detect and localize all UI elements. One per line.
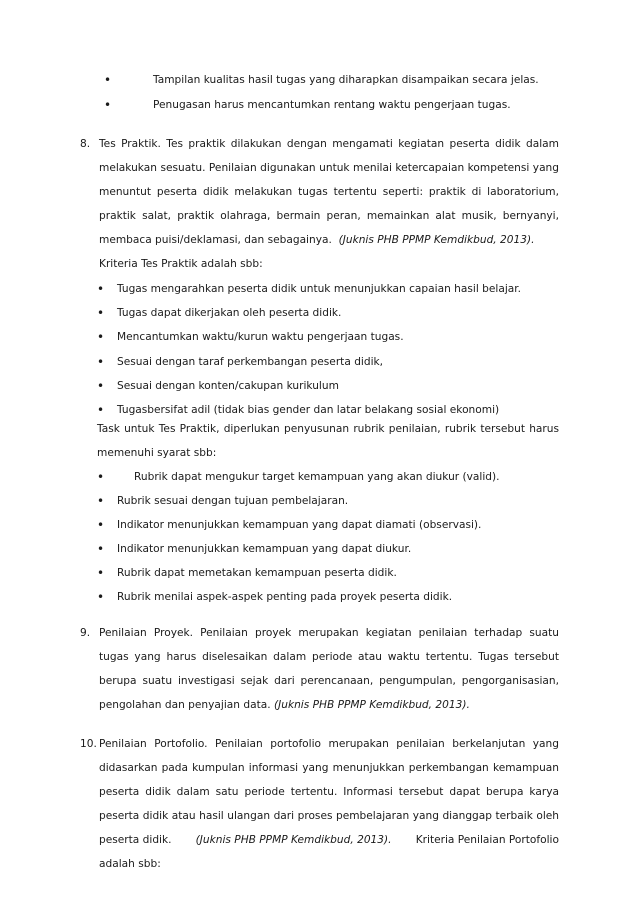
bullet-icon: • (97, 282, 105, 296)
list-item: Rubrik dapat memetakan kemampuan peserta didik. (117, 567, 397, 579)
citation: (Juknis PHB PPMP Kemdikbud, 2013). (195, 834, 392, 846)
citation: (Juknis PHB PPMP Kemdikbud, 2013). (338, 234, 535, 246)
bullet-icon: • (97, 355, 105, 369)
list-item: Rubrik sesuai dengan tujuan pembelajaran. (117, 495, 349, 507)
bullet-icon: • (97, 518, 105, 532)
paragraph-line: Penilaian Portofolio. Penilaian portofolio merupakan penilaian berkelanjutan yang (99, 738, 559, 750)
bullet-icon: • (97, 494, 105, 508)
paragraph-line: adalah sbb: (99, 858, 161, 870)
paragraph-line: membaca puisi/deklamasi, dan sebagainya. (Juknis PHB PPMP Kemdikbud, 2013). (99, 234, 535, 246)
paragraph-line: memenuhi syarat sbb: (97, 447, 217, 459)
list-item: Tugas mengarahkan peserta didik untuk menunjukkan capaian hasil belajar. (117, 283, 521, 295)
bullet-icon: • (97, 403, 105, 417)
citation: (Juknis PHB PPMP Kemdikbud, 2013). (273, 699, 470, 711)
section-number: 8. (80, 138, 91, 150)
paragraph-line: Tes Praktik. Tes praktik dilakukan dengan mengamati kegiatan peserta didik dalam (99, 138, 559, 150)
bullet-icon: • (97, 590, 105, 604)
bullet-icon: • (97, 306, 105, 320)
section-number: 10. (80, 738, 97, 750)
bullet-text: Tampilan kualitas hasil tugas yang diharapkan disampaikan secara jelas. (153, 74, 539, 86)
paragraph-line: melakukan sesuatu. Penilaian digunakan untuk menilai ketercapaian kompetensi yang (99, 162, 559, 174)
paragraph-line: Kriteria Tes Praktik adalah sbb: (99, 258, 263, 270)
list-item: Mencantumkan waktu/kurun waktu pengerjaan tugas. (117, 331, 404, 343)
paragraph-line: pengolahan dan penyajian data. (Juknis PHB PPMP Kemdikbud, 2013). (99, 699, 470, 711)
paragraph-line: tugas yang harus diselesaikan dalam periode atau waktu tertentu. Tugas tersebut (99, 651, 559, 663)
bullet-text: Penugasan harus mencantumkan rentang waktu pengerjaan tugas. (153, 99, 511, 111)
bullet-icon: • (104, 73, 112, 87)
section-number: 9. (80, 627, 91, 639)
paragraph-line: Task untuk Tes Praktik, diperlukan penyusunan rubrik penilaian, rubrik tersebut harus (97, 423, 559, 435)
bullet-icon: • (97, 379, 105, 393)
paragraph-line: menuntut peserta didik melakukan tugas tertentu seperti: praktik di laboratorium, (99, 186, 559, 198)
list-item: Indikator menunjukkan kemampuan yang dapat diamati (observasi). (117, 519, 482, 531)
paragraph-line: didasarkan pada kumpulan informasi yang menunjukkan perkembangan kemampuan (99, 762, 559, 774)
paragraph-line: peserta didik atau hasil ulangan dari proses pembelajaran yang dianggap terbaik oleh (99, 810, 559, 822)
list-item: Tugas dapat dikerjakan oleh peserta didik. (117, 307, 342, 319)
bullet-icon: • (97, 470, 105, 484)
bullet-icon: • (104, 98, 112, 112)
list-item: Tugasbersifat adil (tidak bias gender dan latar belakang sosial ekonomi) (117, 404, 500, 416)
paragraph-line: praktik salat, praktik olahraga, bermain peran, memainkan alat musik, bernyanyi, (99, 210, 559, 222)
paragraph-line: Penilaian Proyek. Penilaian proyek merupakan kegiatan penilaian terhadap suatu (99, 627, 559, 639)
list-item: Rubrik menilai aspek-aspek penting pada proyek peserta didik. (117, 591, 453, 603)
list-item: Sesuai dengan konten/cakupan kurikulum (117, 380, 339, 392)
paragraph-line: peserta didik dalam satu periode tertentu. Informasi tersebut dapat berupa karya (99, 786, 559, 798)
paragraph-line: berupa suatu investigasi sejak dari perencanaan, pengumpulan, pengorganisasian, (99, 675, 559, 687)
list-item: Rubrik dapat mengukur target kemampuan yang akan diukur (valid). (134, 471, 500, 483)
bullet-icon: • (97, 566, 105, 580)
paragraph-line: peserta didik. (Juknis PHB PPMP Kemdikbud, 2013). Kriteria Penilaian Portofolio (99, 834, 559, 846)
bullet-icon: • (97, 330, 105, 344)
list-item: Sesuai dengan taraf perkembangan peserta didik, (117, 356, 384, 368)
bullet-icon: • (97, 542, 105, 556)
list-item: Indikator menunjukkan kemampuan yang dapat diukur. (117, 543, 412, 555)
